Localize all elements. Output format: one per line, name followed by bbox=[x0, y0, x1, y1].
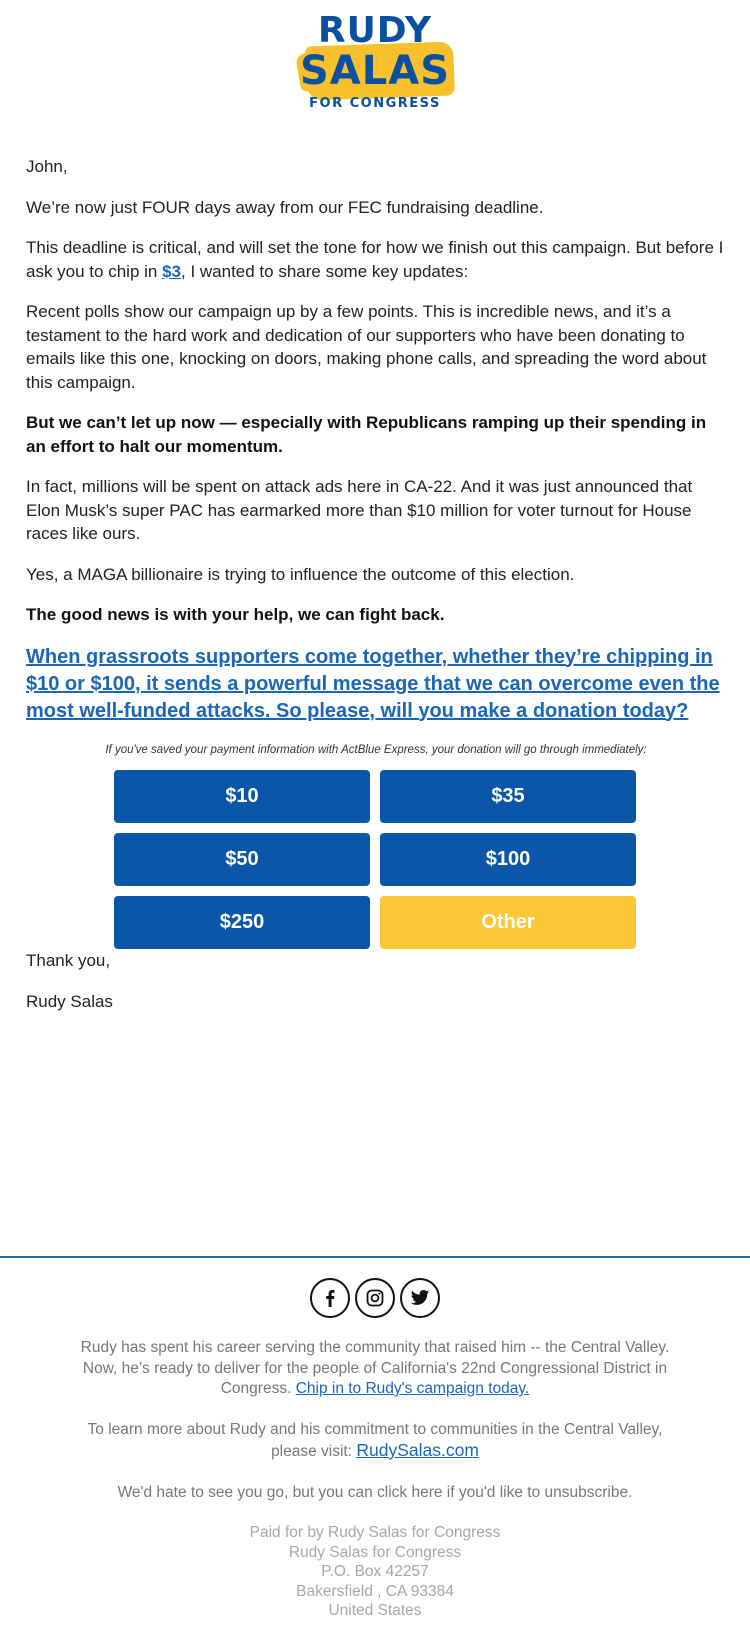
footer-about-text: Rudy has spent his career serving the community that raised him -- the Central Valley. Now, he’s ready to deliver for the people of California's 22nd Congressional District in Congress. bbox=[80, 1339, 670, 1397]
paragraph-chip-in-post: , I wanted to share some key updates: bbox=[181, 261, 469, 281]
address-po-box: P.O. Box 42257 bbox=[321, 1563, 429, 1580]
instagram-icon[interactable] bbox=[355, 1278, 395, 1318]
donation-button-grid bbox=[114, 770, 636, 949]
chip-in-3-link[interactable]: $3 bbox=[162, 261, 181, 281]
address-city: Bakersfield , CA 93384 bbox=[296, 1582, 454, 1600]
paragraph-chip-in bbox=[26, 236, 726, 283]
footer-learn-more bbox=[80, 1420, 670, 1463]
donate-100-button[interactable]: $100 bbox=[380, 833, 636, 886]
campaign-logo[interactable] bbox=[290, 8, 460, 116]
logo-line-for-congress: FOR CONGRESS bbox=[309, 96, 441, 111]
logo-header bbox=[0, 8, 750, 118]
paragraph-attack-ads: In fact, millions will be spent on attack ads here in CA-22. And it was just announced that Elon Musk’s super PAC has earmarked more than $10 million for voter turnout for House races like ours. bbox=[26, 477, 693, 543]
paragraph-good-news: The good news is with your help, we can fight back. bbox=[26, 605, 445, 624]
closing: Thank you, bbox=[26, 951, 111, 970]
footer bbox=[80, 1338, 670, 1621]
logo-line-rudy: RUDY bbox=[317, 10, 433, 51]
signature: Rudy Salas bbox=[26, 991, 113, 1011]
actblue-express-note: If you've saved your payment information with ActBlue Express, your donation will go through immediately: bbox=[105, 743, 647, 756]
footer-address bbox=[80, 1523, 670, 1621]
greeting: John, bbox=[26, 157, 68, 176]
address-paid-for: Paid for by Rudy Salas for Congress bbox=[249, 1524, 501, 1541]
paragraph-chip-in-pre: This deadline is critical, and will set the tone for how we finish out this campaign. But before I ask you to chip in bbox=[26, 238, 724, 281]
footer-website-link[interactable]: RudySalas.com bbox=[356, 1440, 479, 1460]
donate-10-button[interactable]: $10 bbox=[114, 770, 370, 823]
paragraph-maga: Yes, a MAGA billionaire is trying to influence the outcome of this election. bbox=[26, 564, 575, 584]
donate-35-button[interactable]: $35 bbox=[380, 770, 636, 823]
paragraph-deadline: We’re now just FOUR days away from our FEC fundraising deadline. bbox=[26, 197, 544, 217]
footer-about bbox=[80, 1338, 670, 1400]
email-body bbox=[26, 155, 726, 1030]
donate-250-button[interactable]: $250 bbox=[114, 896, 370, 949]
footer-divider bbox=[0, 1256, 750, 1258]
facebook-icon[interactable] bbox=[310, 1278, 350, 1318]
footer-learn-more-text: To learn more about Rudy and his commitment to communities in the Central Valley, please visit: bbox=[87, 1420, 663, 1460]
logo-line-salas: SALAS bbox=[299, 48, 451, 94]
footer-unsubscribe[interactable]: We'd hate to see you go, but you can click here if you'd like to unsubscribe. bbox=[117, 1483, 633, 1501]
donation-cta-link[interactable]: When grassroots supporters come together, whether they’re chipping in $10 or $100, it sends a powerful message that we can overcome even the most well-funded attacks. So please, will you make a donation today? bbox=[26, 645, 720, 722]
footer-chip-in-link[interactable]: Chip in to Rudy's campaign today. bbox=[295, 1380, 530, 1397]
paragraph-polls: Recent polls show our campaign up by a few points. This is incredible news, and it’s a testament to the hard work and dedication of our supporters who have been donating to emails like this one, knocking on doors, making phone calls, and spreading the word about this campaign. bbox=[26, 302, 707, 392]
donate-other-button[interactable]: Other bbox=[380, 896, 636, 949]
twitter-icon[interactable] bbox=[400, 1278, 440, 1318]
address-org: Rudy Salas for Congress bbox=[288, 1543, 462, 1561]
paragraph-republicans: But we can’t let up now — especially with Republicans ramping up their spending in an effort to halt our momentum. bbox=[26, 413, 707, 456]
address-country: United States bbox=[328, 1602, 422, 1619]
donate-50-button[interactable]: $50 bbox=[114, 833, 370, 886]
social-links bbox=[0, 1278, 750, 1318]
